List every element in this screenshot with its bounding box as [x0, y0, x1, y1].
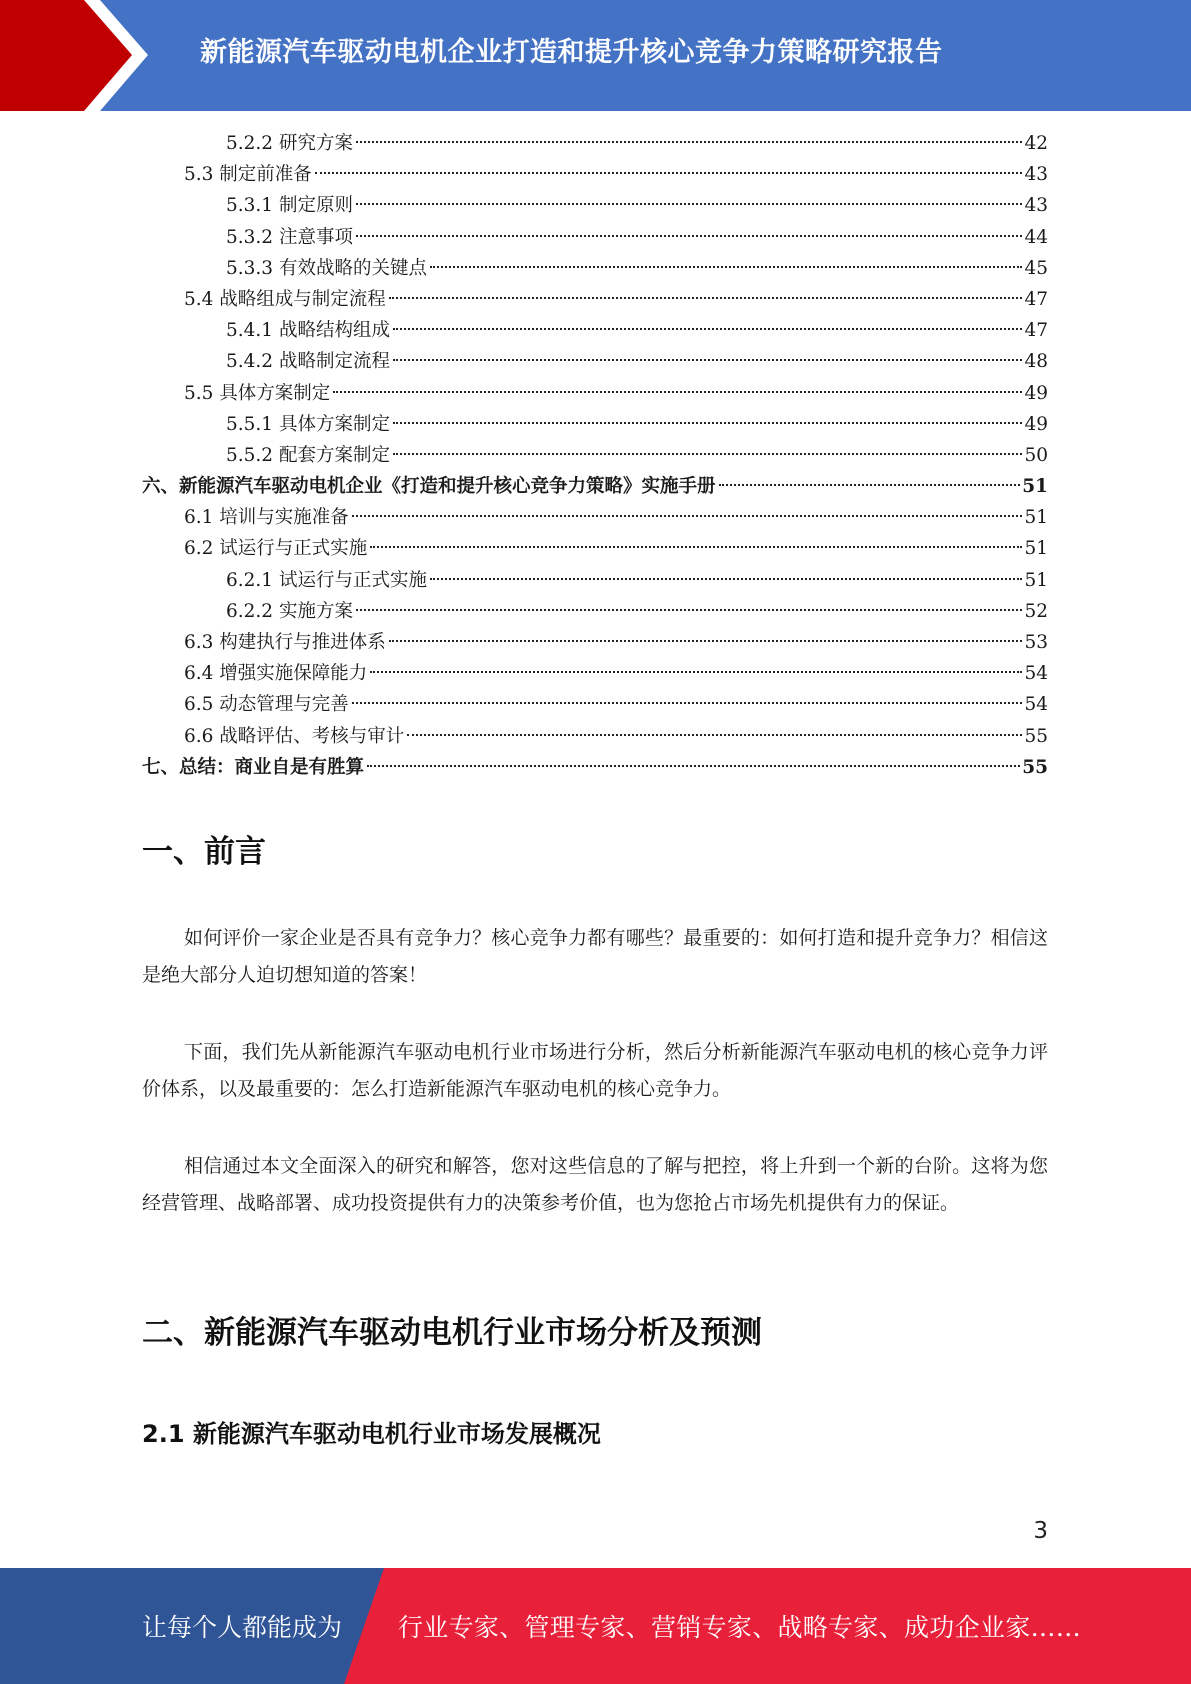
toc-entry-label: 5.4.2 战略制定流程 [226, 351, 390, 373]
toc-dot-leader [367, 765, 1020, 767]
page-footer [0, 1568, 1191, 1684]
preface-paragraph-3: 相信通过本文全面深入的研究和解答，您对这些信息的了解与把控，将上升到一个新的台阶。这将为您经营管理、战略部署、成功投资提供有力的决策参考价值，也为您抢占市场先机提供有力的保证。 [142, 1155, 1048, 1214]
toc-dot-leader [370, 671, 1022, 673]
toc-entry-page: 43 [1024, 164, 1048, 186]
footer-slogan-right: 行业专家、管理专家、营销专家、战略专家、成功企业家…… [398, 1613, 1082, 1642]
toc-entry[interactable] [142, 378, 1048, 409]
toc-entry-label: 5.3.3 有效战略的关键点 [226, 257, 427, 279]
toc-entry[interactable] [142, 596, 1048, 627]
toc-entry-page: 52 [1024, 600, 1048, 622]
toc-dot-leader [393, 422, 1022, 424]
toc-entry[interactable] [142, 565, 1048, 596]
toc-entry[interactable] [142, 533, 1048, 564]
toc-dot-leader [356, 609, 1023, 611]
toc-entry-page: 49 [1024, 382, 1048, 404]
toc-entry[interactable] [142, 284, 1048, 315]
toc-entry-page: 51 [1024, 507, 1048, 529]
toc-dot-leader [356, 203, 1023, 205]
toc-dot-leader [352, 515, 1023, 517]
toc-entry-page: 50 [1024, 444, 1048, 466]
toc-entry[interactable] [142, 627, 1048, 658]
toc-entry-label: 5.2.2 研究方案 [226, 133, 353, 154]
toc-entry[interactable] [142, 471, 1048, 502]
toc-dot-leader [370, 546, 1022, 548]
toc-entry-page: 48 [1024, 351, 1048, 373]
toc-entry-page: 55 [1024, 725, 1048, 747]
toc-entry-page: 43 [1024, 195, 1048, 217]
toc-entry-page: 51 [1022, 476, 1048, 498]
section-heading-market-analysis: 二、新能源汽车驱动电机行业市场分析及预测 [142, 1315, 762, 1351]
toc-entry-label: 6.3 构建执行与推进体系 [184, 632, 386, 653]
toc-entry-page: 47 [1024, 288, 1048, 310]
toc-entry-label: 5.5.2 配套方案制定 [226, 444, 390, 466]
toc-entry-label: 6.5 动态管理与完善 [184, 694, 349, 716]
toc-dot-leader [333, 391, 1022, 393]
toc-entry-label: 6.1 培训与实施准备 [184, 507, 349, 529]
page-number: 3 [1033, 1518, 1048, 1544]
toc-dot-leader [393, 453, 1022, 455]
toc-entry[interactable] [142, 721, 1048, 752]
toc-entry-page: 51 [1024, 538, 1048, 560]
toc-entry[interactable] [142, 253, 1048, 284]
toc-entry[interactable] [142, 222, 1048, 253]
toc-entry-label: 6.6 战略评估、考核与审计 [184, 725, 405, 747]
toc-entry[interactable] [142, 128, 1048, 159]
toc-dot-leader [393, 359, 1022, 361]
page-header [0, 0, 1191, 111]
toc-entry[interactable] [142, 502, 1048, 533]
toc-entry-label: 6.2 试运行与正式实施 [184, 538, 368, 560]
toc-dot-leader [315, 172, 1023, 174]
toc-dot-leader [356, 235, 1023, 237]
toc-dot-leader [407, 734, 1022, 736]
toc-entry-label: 5.3 制定前准备 [184, 164, 312, 186]
toc-dot-leader [356, 141, 1023, 143]
footer-slogan-left: 让每个人都能成为 [142, 1613, 343, 1642]
preface-paragraph-1: 如何评价一家企业是否具有竞争力？核心竞争力都有哪些？最重要的：如何打造和提升竞争力？相信这是绝大部分人迫切想知道的答案！ [142, 927, 1048, 986]
toc-entry-page: 55 [1022, 756, 1048, 778]
toc-dot-leader [389, 640, 1023, 642]
toc-entry[interactable] [142, 315, 1048, 346]
toc-entry-label: 6.2.2 实施方案 [226, 600, 353, 622]
toc-entry[interactable] [142, 689, 1048, 720]
toc-dot-leader [389, 297, 1023, 299]
toc-entry-label: 六、新能源汽车驱动电机企业《打造和提升核心竞争力策略》实施手册 [142, 476, 716, 498]
toc-entry-label: 5.4 战略组成与制定流程 [184, 288, 386, 310]
toc-entry-label: 5.3.1 制定原则 [226, 195, 353, 217]
toc-dot-leader [393, 328, 1022, 330]
toc-entry-page: 49 [1024, 413, 1048, 435]
section-heading-preface: 一、前言 [142, 834, 266, 870]
toc-dot-leader [352, 702, 1023, 704]
toc-entry[interactable] [142, 658, 1048, 689]
toc-entry-label: 6.4 增强实施保障能力 [184, 663, 368, 685]
toc-entry[interactable] [142, 346, 1048, 377]
table-of-contents [142, 128, 1048, 783]
toc-entry-label: 5.3.2 注意事项 [226, 226, 353, 248]
toc-entry[interactable] [142, 409, 1048, 440]
toc-entry[interactable] [142, 440, 1048, 471]
subsection-heading-2-1: 2.1 新能源汽车驱动电机行业市场发展概况 [142, 1420, 601, 1448]
toc-dot-leader [430, 578, 1022, 580]
toc-entry-page: 54 [1024, 694, 1048, 716]
toc-entry-label: 6.2.1 试运行与正式实施 [226, 569, 427, 591]
toc-entry-label: 5.5 具体方案制定 [184, 382, 331, 404]
toc-entry[interactable] [142, 190, 1048, 221]
toc-entry-label: 5.5.1 具体方案制定 [226, 413, 390, 435]
preface-paragraph-2: 下面，我们先从新能源汽车驱动电机行业市场进行分析，然后分析新能源汽车驱动电机的核心竞争力评价体系，以及最重要的：怎么打造新能源汽车驱动电机的核心竞争力。 [142, 1041, 1048, 1100]
toc-dot-leader [430, 266, 1022, 268]
toc-entry-label: 七、总结：商业自是有胜算 [142, 756, 365, 778]
toc-dot-leader [719, 484, 1021, 486]
toc-entry-page: 54 [1024, 663, 1048, 685]
toc-entry-page: 42 [1024, 133, 1048, 154]
header-title: 新能源汽车驱动电机企业打造和提升核心竞争力策略研究报告 [200, 37, 943, 68]
toc-entry-page: 53 [1024, 632, 1048, 653]
toc-entry-page: 45 [1024, 257, 1048, 279]
toc-entry-page: 47 [1024, 320, 1048, 342]
toc-entry-page: 44 [1024, 226, 1048, 248]
toc-entry-label: 5.4.1 战略结构组成 [226, 320, 390, 342]
toc-entry-page: 51 [1024, 569, 1048, 591]
toc-entry[interactable] [142, 752, 1048, 783]
toc-entry[interactable] [142, 159, 1048, 190]
